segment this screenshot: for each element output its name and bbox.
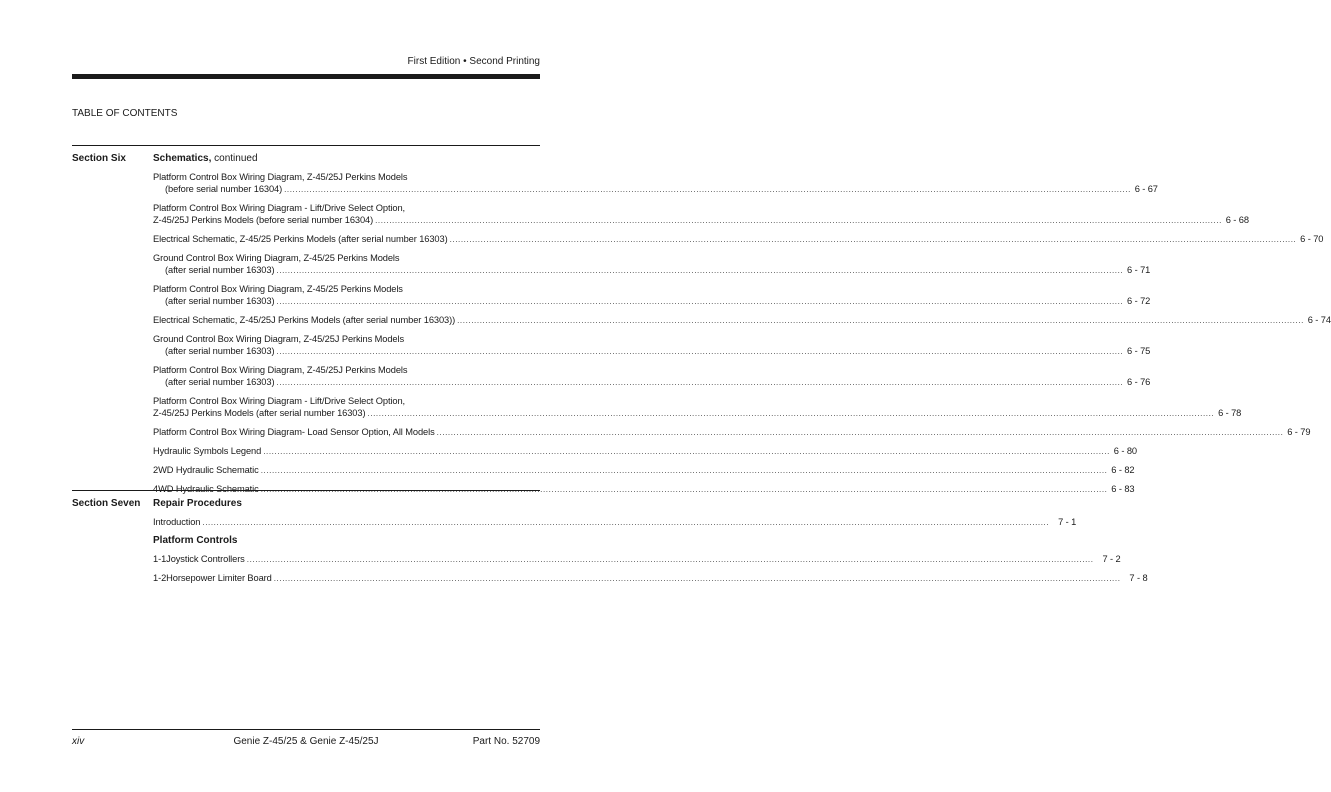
entry-page: 6 - 80 [1113, 446, 1137, 456]
section-seven-body [153, 498, 1148, 591]
header-rule [72, 74, 540, 79]
toc-entry[interactable] [153, 233, 1324, 246]
leader-dots: ............................................................................................................................................................................................................................................................................................................ [260, 485, 1108, 494]
toc-entry[interactable] [153, 572, 1148, 585]
entry-page: 6 - 70 [1300, 234, 1324, 244]
leader-dots: ............................................................................................................................................................................................................................................................................................................ [276, 297, 1124, 306]
entry-title-line1: Ground Control Box Wiring Diagram, Z-45/25J Perkins Models [153, 334, 404, 344]
toc-entry[interactable] [153, 314, 1331, 327]
toc-entry[interactable] [153, 445, 1137, 458]
entry-page: 6 - 74 [1307, 315, 1331, 325]
toc-entry[interactable] [153, 553, 1121, 566]
entry-page: 6 - 68 [1225, 215, 1249, 225]
leader-dots: ............................................................................................................................................................................................................................................................................................................ [202, 518, 1050, 527]
footer-part-number: Part No. 52709 [472, 736, 540, 747]
entry-page: 6 - 75 [1127, 346, 1151, 356]
edition-label: First Edition • Second Printing [407, 56, 540, 67]
section-heading [153, 153, 540, 165]
leader-dots: ............................................................................................................................................................................................................................................................................................................ [367, 409, 1215, 418]
leader-dots: ............................................................................................................................................................................................................................................................................................................ [263, 447, 1110, 456]
entry-page: 6 - 71 [1127, 265, 1151, 275]
toc-entry[interactable] [153, 333, 1151, 358]
leader-dots: ............................................................................................................................................................................................................................................................................................................ [436, 428, 1284, 437]
toc-title: TABLE OF CONTENTS [72, 108, 178, 119]
section-six [72, 145, 1331, 494]
entry-title-line1: Ground Control Box Wiring Diagram, Z-45/25 Perkins Models [153, 253, 400, 263]
entry-title: Horsepower Limiter Board [166, 573, 272, 583]
toc-entry[interactable] [153, 202, 1249, 227]
entry-title: 4WD Hydraulic Schematic [153, 484, 259, 494]
entry-title: Electrical Schematic, Z-45/25J Perkins Models (after serial number 16303)) [153, 315, 456, 325]
entry-title: Hydraulic Symbols Legend [153, 446, 262, 456]
sub-heading: Platform Controls [153, 535, 238, 546]
entry-page: 6 - 78 [1218, 408, 1242, 418]
section-label: Section Seven [72, 498, 141, 509]
heading-bold: Schematics, [153, 153, 212, 164]
entry-title-line1: Platform Control Box Wiring Diagram, Z-45/25 Perkins Models [153, 284, 403, 294]
toc-entry-list [153, 171, 1331, 496]
leader-dots: ............................................................................................................................................................................................................................................................................................................ [246, 555, 1094, 564]
entry-title-line2: (after serial number 16303) [165, 296, 275, 306]
footer-rule [72, 729, 540, 730]
entry-title: Platform Control Box Wiring Diagram- Load Sensor Option, All Models [153, 427, 435, 437]
entry-title-line2: Z-45/25J Perkins Models (before serial number 16304) [153, 215, 374, 225]
leader-dots: ............................................................................................................................................................................................................................................................................................................ [375, 216, 1222, 225]
entry-title-line2: (after serial number 16303) [165, 377, 275, 387]
section-heading [153, 498, 540, 510]
entry-title: Introduction [153, 517, 201, 527]
leader-dots: ............................................................................................................................................................................................................................................................................................................ [276, 266, 1124, 275]
entry-title-line2: (after serial number 16303) [165, 346, 275, 356]
toc-entry[interactable] [153, 171, 1158, 196]
section-six-body [153, 153, 1331, 502]
leader-dots: ............................................................................................................................................................................................................................................................................................................ [457, 316, 1304, 325]
toc-entry-list [153, 553, 1148, 585]
entry-title-line2: (after serial number 16303) [165, 265, 275, 275]
toc-entry-introduction[interactable] [153, 516, 1077, 529]
leader-dots: ............................................................................................................................................................................................................................................................................................................ [260, 466, 1108, 475]
entry-page: 7 - 8 [1129, 573, 1148, 583]
heading-rest: continued [211, 153, 258, 164]
entry-title: Electrical Schematic, Z-45/25 Perkins Models (after serial number 16303) [153, 234, 448, 244]
toc-entry[interactable] [153, 395, 1242, 420]
entry-title-line1: Platform Control Box Wiring Diagram, Z-45/25J Perkins Models [153, 365, 408, 375]
toc-entry[interactable] [153, 283, 1151, 308]
entry-number: 1-1 [153, 554, 167, 564]
entry-page: 6 - 83 [1111, 484, 1135, 494]
entry-title-line1: Platform Control Box Wiring Diagram - Lift/Drive Select Option, [153, 396, 406, 406]
heading-bold: Repair Procedures [153, 498, 242, 509]
entry-title-line1: Platform Control Box Wiring Diagram, Z-45/25J Perkins Models [153, 172, 408, 182]
entry-title-line2: Z-45/25J Perkins Models (after serial number 16303) [153, 408, 366, 418]
entry-title-line2: (before serial number 16304) [165, 184, 283, 194]
leader-dots: ............................................................................................................................................................................................................................................................................................................ [276, 378, 1124, 387]
entry-page: 6 - 76 [1127, 377, 1151, 387]
leader-dots: ............................................................................................................................................................................................................................................................................................................ [449, 235, 1297, 244]
toc-entry[interactable] [153, 364, 1151, 389]
entry-page: 6 - 79 [1287, 427, 1311, 437]
entry-page: 6 - 82 [1111, 465, 1135, 475]
toc-entry[interactable] [153, 464, 1135, 477]
entry-page: 6 - 67 [1134, 184, 1158, 194]
toc-entry[interactable] [153, 252, 1151, 277]
leader-dots: ............................................................................................................................................................................................................................................................................................................ [284, 185, 1131, 194]
entry-page: 7 - 1 [1058, 517, 1077, 527]
leader-dots: ............................................................................................................................................................................................................................................................................................................ [273, 574, 1121, 583]
footer-model: Genie Z-45/25 & Genie Z-45/25J [233, 736, 379, 747]
entry-title: 2WD Hydraulic Schematic [153, 465, 259, 475]
entry-page: 6 - 72 [1127, 296, 1151, 306]
section-seven [72, 490, 1148, 591]
entry-title: Joystick Controllers [166, 554, 245, 564]
leader-dots: ............................................................................................................................................................................................................................................................................................................ [276, 347, 1124, 356]
footer-page-number: xiv [72, 736, 85, 747]
section-label: Section Six [72, 153, 126, 164]
entry-number: 1-2 [153, 573, 167, 583]
entry-page: 7 - 2 [1102, 554, 1121, 564]
toc-entry[interactable] [153, 426, 1311, 439]
entry-title-line1: Platform Control Box Wiring Diagram - Lift/Drive Select Option, [153, 203, 406, 213]
